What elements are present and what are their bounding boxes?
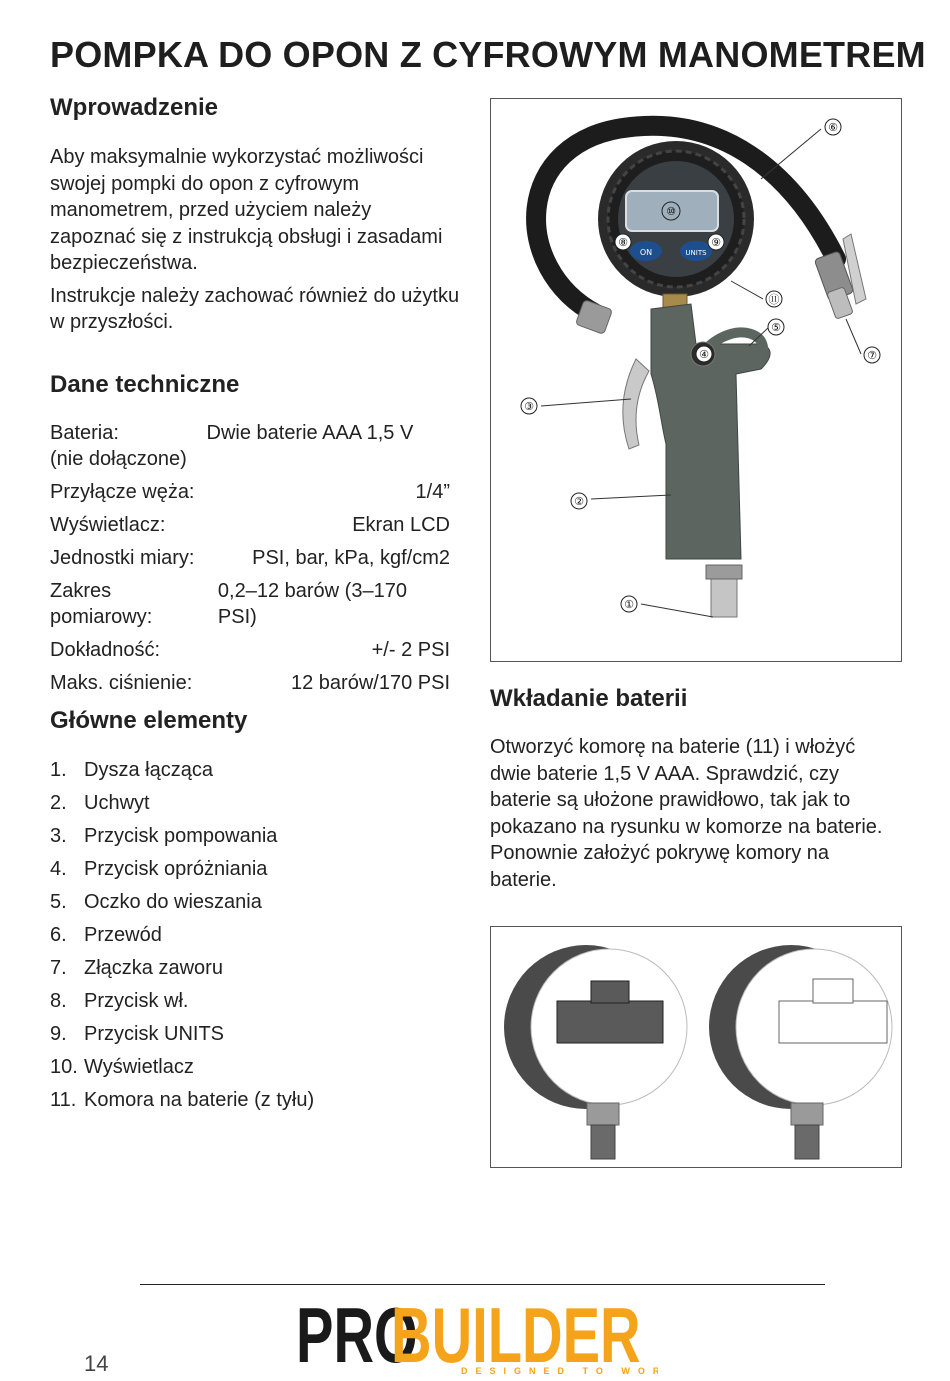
list-item: 7. Złączka zaworu xyxy=(50,957,223,979)
spec-value: 0,2–12 barów (3–170 PSI) xyxy=(217,580,407,628)
spec-row-accuracy xyxy=(50,637,450,663)
svg-text:ON: ON xyxy=(639,248,653,257)
list-item: 6. Przewód xyxy=(50,924,162,946)
trigger-lever xyxy=(623,359,649,449)
battery-heading: Wkładanie baterii xyxy=(490,685,688,712)
specs-heading: Dane techniczne xyxy=(50,371,240,398)
callout-8 xyxy=(615,234,631,250)
list-item: 1. Dysza łącząca xyxy=(50,759,213,781)
coupler-nozzle xyxy=(711,577,737,617)
product-diagram xyxy=(490,98,902,662)
svg-text:②: ② xyxy=(574,495,584,508)
intro-text xyxy=(50,144,460,342)
callout-11 xyxy=(766,291,782,307)
gauge-back-closed xyxy=(504,945,687,1159)
battery-text: Otworzyć komorę na baterie (11) i włożyć dwie baterie 1,5 V AAA. Sprawdzić, czy baterie są ułożone prawidłowo, tak jak to pokazano na rysunku w komorze na baterie. Ponownie założyć pokrywę komory na baterie. xyxy=(490,736,883,891)
spec-label: Maks. ciśnienie: xyxy=(50,672,193,694)
svg-text:⑩: ⑩ xyxy=(666,205,676,218)
spec-label: Wyświetlacz: xyxy=(50,514,166,536)
page-number: 14 xyxy=(84,1351,109,1376)
spec-label: Zakres pomiarowy: xyxy=(50,580,153,628)
spec-row-range xyxy=(50,578,450,630)
list-item: 4. Przycisk opróżniania xyxy=(50,858,268,880)
spec-label: Bateria: xyxy=(50,422,119,444)
spec-label: Jednostki miary: xyxy=(50,547,195,569)
callout-6 xyxy=(825,119,841,135)
battery-compartment-illustration xyxy=(491,927,901,1167)
spec-value: Ekran LCD xyxy=(352,514,450,536)
callout-1 xyxy=(621,596,637,612)
tire-inflator-illustration xyxy=(491,99,901,661)
callout-4 xyxy=(696,346,712,362)
list-item: 9. Przycisk UNITS xyxy=(50,1023,224,1045)
svg-text:PRO: PRO xyxy=(296,1292,418,1376)
spec-label: Dokładność: xyxy=(50,639,161,661)
svg-text:③: ③ xyxy=(524,400,534,413)
spec-row-hose xyxy=(50,479,450,505)
spec-value: PSI, bar, kPa, kgf/cm2 xyxy=(252,547,450,569)
footer-divider xyxy=(140,1284,825,1285)
list-item: 11. Komora na baterie (z tyłu) xyxy=(50,1089,315,1111)
list-item: 5. Oczko do wieszania xyxy=(50,891,262,913)
spec-value: 12 barów/170 PSI xyxy=(291,672,450,694)
svg-text:④: ④ xyxy=(699,348,709,361)
list-item: 10. Wyświetlacz xyxy=(50,1056,194,1078)
callout-5 xyxy=(768,319,784,335)
probuilder-logo xyxy=(296,1292,658,1376)
spec-row-battery xyxy=(50,420,450,472)
intro-heading: Wprowadzenie xyxy=(50,94,219,121)
list-item: 2. Uchwyt xyxy=(50,792,150,814)
spec-value: +/- 2 PSI xyxy=(371,639,450,661)
svg-text:⑪: ⑪ xyxy=(768,293,780,306)
parts-list xyxy=(50,756,314,1119)
callout-9 xyxy=(708,234,724,250)
callout-3 xyxy=(521,398,537,414)
spec-row-display xyxy=(50,512,450,538)
spec-value: 1/4” xyxy=(415,481,450,503)
parts-heading: Główne elementy xyxy=(50,707,248,734)
spec-row-units xyxy=(50,545,450,571)
specs-table xyxy=(50,420,450,703)
intro-paragraph-2: Instrukcje należy zachować również do użytku w przyszłości. xyxy=(50,284,460,333)
callout-2 xyxy=(571,493,587,509)
svg-text:UNITS: UNITS xyxy=(685,249,707,257)
spec-label: Przyłącze węża: xyxy=(50,481,195,503)
callout-10 xyxy=(662,202,680,220)
page-title: POMPKA DO OPON Z CYFROWYM MANOMETREM xyxy=(50,34,926,75)
svg-text:①: ① xyxy=(624,598,634,611)
svg-text:⑤: ⑤ xyxy=(771,321,781,334)
intro-paragraph-1: Aby maksymalnie wykorzystać możliwości swojej pompki do opon z cyfrowym manometrem, przed użyciem należy zapoznać się z instrukcją obsługi i zasadami bezpieczeństwa. xyxy=(50,146,443,274)
spec-value: Dwie baterie AAA 1,5 V (nie dołączone) xyxy=(50,422,414,470)
battery-compartment-figure xyxy=(490,926,902,1168)
svg-text:⑥: ⑥ xyxy=(828,121,838,134)
spec-row-max-pressure xyxy=(50,670,450,696)
gauge-back-open xyxy=(709,945,892,1159)
svg-text:DESIGNED TO WORK: DESIGNED TO WO xyxy=(461,1366,653,1376)
list-item: 8. Przycisk wł. xyxy=(50,990,189,1012)
svg-text:⑦: ⑦ xyxy=(867,349,877,362)
svg-text:⑧: ⑧ xyxy=(618,236,628,249)
list-item: 3. Przycisk pompowania xyxy=(50,825,278,847)
svg-text:⑨: ⑨ xyxy=(711,236,721,249)
callout-7 xyxy=(864,347,880,363)
svg-text:BUILDER: BUILDER xyxy=(391,1292,641,1376)
